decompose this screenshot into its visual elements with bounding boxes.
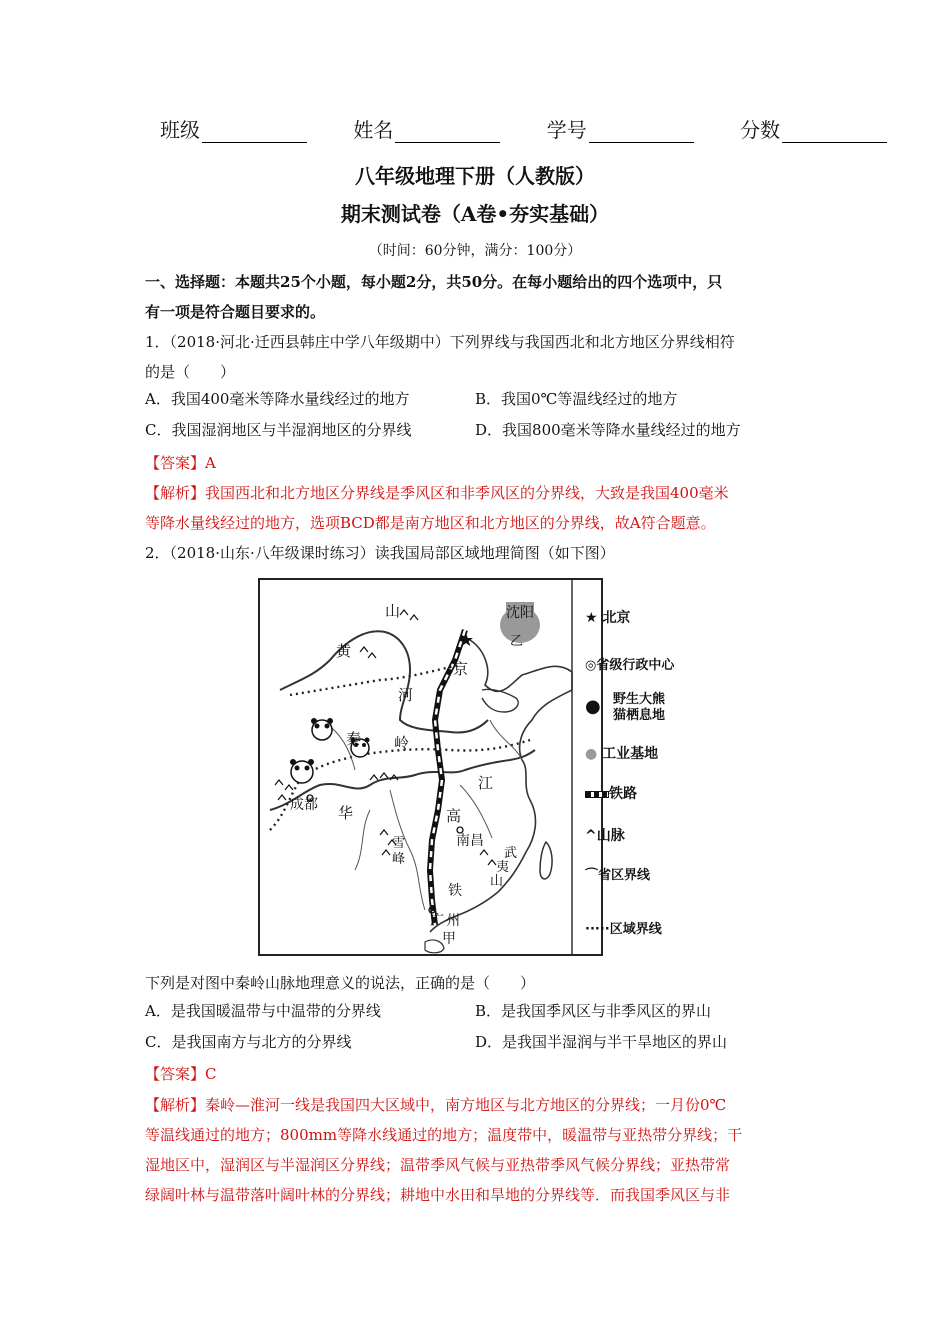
map-label-zhou: 州 (446, 913, 460, 929)
student-id-field (547, 114, 694, 143)
q1-stem (145, 327, 805, 387)
beijing-star: ★ (458, 630, 475, 651)
score-blank (782, 122, 887, 143)
legend-capital-label: 省级行政中心 (596, 658, 675, 673)
map-label-shan2: 山 (490, 874, 504, 889)
q1-option-c: C．我国湿润地区与半湿润地区的分界线 (145, 421, 412, 439)
name-blank (395, 122, 500, 143)
score-field (740, 114, 887, 143)
map-label-nanchang: 南昌 (456, 833, 484, 849)
q1-option-a: A．我国400毫米等降水量线经过的地方 (145, 390, 410, 408)
score-label: 分数 (740, 118, 781, 142)
map-label-shan: 山 (385, 602, 401, 620)
map-label-guang: 广 (430, 913, 444, 929)
exam-subtitle: 期末测试卷（A卷•夯实基础） (340, 202, 610, 226)
legend-railway (585, 786, 637, 803)
q2-analysis-line-1: 【解析】秦岭—淮河一线是我国四大区域中，南方地区与北方地区的分界线；一月份0℃ (145, 1096, 727, 1114)
legend-beijing (585, 610, 630, 627)
panda-icon-1 (311, 718, 333, 740)
map-label-yi: 乙 (510, 634, 524, 649)
legend-region-icon: ····· (585, 922, 610, 937)
legend-industry-icon: ● (585, 746, 598, 762)
q1-analysis-line-1: 【解析】我国西北和北方地区分界线是季风区和非季风区的分界线，大致是我国400毫米 (145, 484, 729, 502)
q1-analysis-line-2: 等降水量线经过的地方，选项BCD都是南方地区和北方地区的分界线，故A符合题意。 (145, 514, 716, 532)
q2-analysis (145, 1090, 805, 1210)
legend-railway-label: 铁路 (609, 786, 637, 802)
q2-stem: 2．（2018·山东·八年级课时练习）读我国局部区域地理简图（如下图） (145, 544, 615, 562)
q2-question: 下列是对图中秦岭山脉地理意义的说法，正确的是（ ） (145, 974, 536, 992)
map-label-xue: 雪 (392, 836, 406, 851)
class-blank (202, 122, 307, 143)
map-label-shenyang: 沈阳 (506, 602, 534, 622)
section-heading-line-2: 有一项是符合题目要求的。 (145, 303, 326, 321)
legend-province (585, 868, 650, 884)
section-heading-line-1: 一、选择题：本题共25个小题，每小题2分，共50分。在每小题给出的四个选项中，只 (145, 273, 723, 291)
map-label-hua: 华 (338, 804, 354, 822)
q1-stem-line-1: 1．（2018·河北·迁西县韩庄中学八年级期中）下列界线与我国西北和北方地区分界线相符 (145, 333, 735, 351)
map-label-jing: 京 (453, 660, 469, 678)
exam-meta: （时间：60分钟，满分：100分） (368, 243, 582, 259)
legend-mountain-label: 山脉 (596, 828, 625, 844)
class-label: 班级 (160, 118, 200, 142)
legend-mountain (585, 828, 625, 845)
q1-option-b: B．我国0℃等温线经过的地方 (475, 390, 678, 408)
panda-icon-2 (290, 759, 314, 783)
map-label-he: 河 (398, 686, 414, 704)
legend-star-icon: ★ (585, 610, 598, 626)
legend-capital (585, 658, 674, 674)
name-label: 姓名 (353, 118, 394, 142)
legend-industry (585, 746, 658, 763)
map-label-huang: 黄 (336, 642, 352, 660)
map-label-tie: 铁 (448, 883, 462, 899)
q2-answer: 【答案】C (145, 1065, 217, 1083)
map-label-yi2: 夷 (496, 860, 510, 875)
map-label-jia: 甲 (442, 931, 456, 947)
peninsula-outline (482, 689, 518, 712)
map-label-chengdu: 成都 (290, 797, 318, 813)
legend-railway-icon (585, 791, 609, 798)
q2-analysis-line-2: 等温线通过的地方；800mm等降水线通过的地方；温度带中，暖温带与亚热带分界线；干 (145, 1126, 743, 1144)
region-boundary-north (290, 665, 460, 695)
legend-region (585, 922, 662, 938)
student-id-blank (589, 122, 694, 143)
map-label-ling: 岭 (394, 734, 410, 752)
legend-province-label: 省区界线 (598, 868, 651, 883)
legend-panda-icon: ● (585, 696, 601, 717)
section-heading (145, 267, 805, 327)
map-label-gao: 高 (446, 807, 462, 825)
q1-option-d: D．我国800毫米等降水量线经过的地方 (475, 421, 741, 439)
legend-capital-icon: ◎ (585, 658, 597, 673)
class-field (160, 114, 307, 143)
legend-industry-label: 工业基地 (602, 746, 659, 762)
taiwan-island (540, 842, 552, 879)
q1-stem-line-2: 的是（ ） (145, 363, 236, 381)
legend-mountain-icon: ^ (585, 828, 597, 844)
regional-map-svg (260, 580, 601, 954)
q2-option-b: B．是我国季风区与非季风区的界山 (475, 1002, 712, 1020)
map-label-jiang: 江 (478, 774, 494, 792)
map-label-feng: 峰 (392, 852, 406, 867)
q1-analysis (145, 478, 805, 538)
q2-option-c: C．是我国南方与北方的分界线 (145, 1033, 352, 1051)
map-label-qin: 秦 (346, 730, 362, 748)
q2-analysis-line-4: 绿阔叶林与温带落叶阔叶林的分界线；耕地中水田和旱地的分界线等．而我国季风区与非 (145, 1186, 731, 1204)
student-id-label: 学号 (546, 118, 587, 142)
student-info-header (160, 114, 887, 143)
legend-province-icon: ⌒ (585, 868, 599, 883)
legend-region-label: 区域界线 (609, 922, 662, 937)
q1-answer: 【答案】A (145, 454, 216, 472)
q2-option-d: D．是我国半湿润与半干旱地区的界山 (475, 1033, 728, 1051)
map-label-wu: 武 (504, 846, 518, 861)
legend-beijing-label: 北京 (602, 610, 631, 626)
exam-title: 八年级地理下册（人教版） (355, 164, 595, 188)
q2-analysis-line-3: 湿地区中，湿润区与半湿润区分界线；温带季风气候与亚热带季风气候分界线；亚热带常 (145, 1156, 731, 1174)
regional-map-figure (258, 578, 603, 956)
legend-panda-label: 野生大熊猫栖息地 (613, 692, 666, 723)
name-field (353, 114, 500, 143)
q2-option-a: A．是我国暖温带与中温带的分界线 (145, 1002, 381, 1020)
